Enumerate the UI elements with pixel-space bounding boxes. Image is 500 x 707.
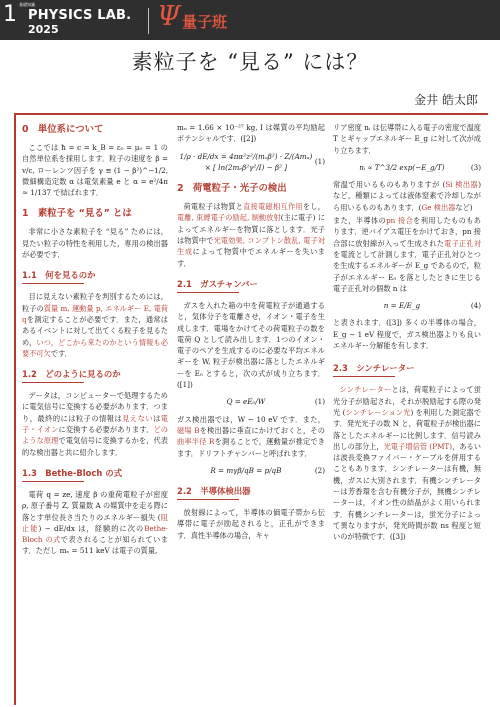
text-run: ) など，種類によっては液体窒素で冷却しながら用いるものもあります．( (333, 180, 481, 212)
section-2-3-heading: 2.3 シンチレーター (333, 363, 415, 374)
equation-lhs: 1/ρ · dE/dx (179, 151, 219, 161)
text-run: に変換する必要があります． (58, 425, 154, 435)
heading-underline (22, 481, 84, 482)
highlight-text: シンチレーター (339, 385, 392, 395)
highlight-text: 光電子増倍管 (PMT) (383, 441, 453, 451)
equation-number: (1) (314, 397, 325, 407)
text-run: ガス検出器では，W ∼ 10 eV です． (177, 414, 303, 424)
equation-rhs: = 4πα²z²/(mₑβ²) · Z/(Amᵤ) × [ ln(2mₑβ²γ²/I) − β² ] (204, 151, 313, 172)
text-run: 常温で用いるものもありますが ( (333, 180, 446, 190)
highlight-text: Si 検出器 (445, 180, 479, 190)
text-run: で表されることが知られています．ただし mₑ = 511 keV は電子の質量, (22, 535, 168, 556)
text-run: また， (302, 414, 325, 424)
section-1-text: 非常に小さな素粒子を “見る” ためには，見たい粒子の特性を利用した，専用の検出器が必要です． (22, 227, 168, 260)
section-2-text (177, 201, 325, 269)
equation-number: (3) (470, 162, 481, 172)
section-2-2-text: 放射線によって，半導体の価電子帯から伝導帯に電子が励起されると，正孔ができます．真性半導体の場合，キャ (177, 508, 325, 540)
text-run: を測定することが必要です．また，通常はあるイベントに対して出てくる粒子を見るため， (22, 314, 168, 347)
text-run: を検出器に垂直にかけておくと，その (199, 425, 325, 435)
highlight-text: 電離, 束縛電子の励起, 制動放射 (177, 213, 281, 223)
section-1-2-heading: 1.2 どのように見るのか (22, 369, 121, 380)
equation-4 (333, 162, 481, 173)
equation-3 (177, 465, 325, 476)
text-run: ) を利用した測定器です．発光光子の数 N と，荷電粒子が検出器に落としたエネルギーに比例します．信号読み出しの部分上， (333, 407, 482, 451)
section-1-1-text (22, 291, 168, 359)
text-run: など) (455, 202, 473, 212)
text-run: また，半導体の (333, 216, 387, 226)
section-0-text: ここでは ħ = c = k_B = ε₀ = μ₀ = 1 の自然単位系を採用します．粒子の速度を β = v/c, ローレンツ因子を γ ≡ (1 − β²)^−1/2, 微細構造定数 α は電気素量 e と α = e²/4π ≃ 1/137 で結ばれます． (22, 143, 168, 198)
text-run: 電荷 q = ze, 速度 β の重荷電粒子が密度 ρ, 原子番号 Z, 質量数 A の媒質中を走る際に落とす単位長さ当たりのエネルギー損失 ( (22, 489, 168, 522)
text-run: を測ることで，運動量が推定できます．ドリフトチャンバーと呼ばれます． (177, 437, 325, 458)
text-run: を利用したものもあります．逆バイアス電圧をかけておき，pn 接合部に放射線が入って生成された (333, 216, 481, 248)
detector-types-text (333, 179, 481, 213)
text-run: ) − dE/dx は，経験的に次の (38, 523, 145, 533)
text-run: は (153, 413, 161, 423)
section-2-1-heading: 2.1 ガスチャンバー (177, 278, 258, 289)
text-run: を電流として計測します．電子正孔対ひとつを生成するエネルギーが E_g であるので，粒子がエネルギー E₀ を落としたときに生じる電子正孔対の個数 n は (333, 249, 481, 293)
highlight-text: 質量 m, 運動量 p, エネルギー E, 電荷 q (22, 303, 168, 324)
equation-5 (333, 300, 481, 311)
column-2 (177, 122, 325, 543)
highlight-text: 電子正孔対 (444, 238, 481, 248)
section-2-heading: 2 荷電粒子・光子の検出 (177, 183, 287, 195)
psi-logo-icon: Ψ (157, 1, 181, 32)
author-name: 金井 皓太郎 (414, 93, 478, 107)
heading-underline (177, 499, 239, 500)
section-2-1-text: ガスを入れた箱の中を荷電粒子が通過すると，気体分子を電離させ，イオン・電子を生成します．電場をかけてその荷電粒子の数を電荷 Q として読み出します．1つのイオン・電子のペアを生成するのに必要な平均エネルギーを W, 粒子が検出器に落としたエネルギーを E₀ とすると，次の式が成り立ちます．([1]) (177, 300, 325, 390)
highlight-text: 電子・イオン (22, 413, 168, 435)
column-3 (333, 122, 481, 545)
page-number: 1 (3, 2, 17, 27)
highlight-text: いつ，どこから来たのかという情報も必要不可欠 (22, 337, 168, 358)
text-run: (主に電子) によってエネルギーを物質に落とします．光子は物質中で (177, 213, 326, 246)
highlight-text: 曲率半径 R (177, 437, 215, 447)
pn-junction-text (333, 215, 481, 294)
equation-2 (177, 396, 325, 407)
highlight-text: pn 接合 (386, 216, 414, 226)
equation-body: n = E/E_g (383, 301, 421, 311)
equation-number: (2) (314, 465, 325, 475)
equation-body: Q = eE₀/W (226, 397, 266, 407)
section-1-3-heading: 1.3 Bethe-Bloch の式 (22, 467, 122, 478)
heading-underline (22, 382, 84, 383)
text-run: 荷電粒子は物質と (183, 202, 244, 212)
text-run: 目に見えない素粒子を判別するためには，粒子の (22, 292, 168, 313)
bethe-bloch-notes: mᵤ = 1.66 × 10⁻²⁷ kg, I は媒質の平均励起ポテンシャルです．([2]) (177, 123, 325, 144)
heading-underline (22, 283, 84, 284)
equation-body: R = mγβ/qB = p/qB (210, 465, 282, 475)
text-run: で電気信号に変換するかを，代表的な検出器と共に紹介します． (22, 436, 168, 457)
highlight-text: 磁場 B (177, 425, 200, 435)
equation-number: (4) (470, 301, 481, 311)
resolution-text: と表されます．([3]) 多くの半導体の場合，E_g ∼ 1 eV 程度で，ガス検出器よりも良いエネルギー分解能を有します． (333, 318, 481, 351)
text-run: によって物質中でエネルギーを失います． (177, 247, 325, 268)
text-run: です． (50, 348, 72, 358)
equation-body: nᵢ ∝ T^3/2 exp(−E_g/T) (359, 162, 445, 172)
lab-title: PHYSICS LAB. (28, 8, 132, 23)
section-2-3-text (333, 384, 481, 542)
highlight-text: 光電効果, コンプトン散乱, 電子対生成 (177, 236, 325, 257)
text-run: ，あるいは波長変換ファイバー・ケーブルを併用することもあります．シンチレーターは有機，無機，ガスに大別されます．有機シンチレーターは芳香環を含む有機分子が，無機シンチレーターは，イオン性の結晶がよく用いられます．有機シンチレーターは，蛍光分子によって異なりますが，発光時間が数 ns 程度と短いのが特徴です．([3]) (333, 441, 481, 542)
section-tag: 基礎知識 (19, 2, 35, 7)
highlight-text: 直接電磁相互作用 (243, 202, 303, 212)
highlight-text: どのような原理 (22, 425, 168, 446)
highlight-text: シンチレーション光 (345, 407, 411, 417)
section-1-heading: 1 素粒子を “見る” とは (22, 208, 132, 220)
lab-year: 2025 (28, 23, 59, 36)
header-divider (148, 8, 149, 34)
equation-body (177, 151, 315, 174)
section-2-2-heading: 2.2 半導体検出器 (177, 486, 251, 497)
highlight-text: 見えない (122, 413, 154, 423)
page-title: 素粒子を “見る” には？ (131, 50, 369, 74)
section-1-3-text (22, 489, 168, 557)
equation-number: (1) (314, 157, 325, 167)
section-0-heading: 0 単位系について (22, 124, 104, 135)
heading-underline (333, 376, 395, 377)
section-2-1-text-2 (177, 414, 325, 459)
highlight-text: Ge 検出器 (421, 202, 456, 212)
text-run: データは，コンピューターで処理するために電気信号に変換する必要があります．つまり，最終的には粒子の情報は (22, 391, 168, 423)
highlight-text: 阻止能 (22, 512, 168, 533)
header-band (0, 0, 500, 40)
highlight-text: Bethe-Bloch の式 (22, 523, 168, 545)
carrier-density-text: リア密度 nᵢ は伝導帯に入る電子の密度で温度 T とギャップエネルギー E_g に対して次が成り立ちます． (333, 123, 481, 155)
equation-1 (177, 151, 325, 174)
section-1-2-text (22, 390, 168, 458)
team-name: 量子班 (182, 13, 228, 31)
heading-underline (177, 292, 239, 293)
section-1-1-heading: 1.1 何を見るのか (22, 270, 96, 281)
text-run: とは，荷電粒子によって蛍光分子が励起され，それが脱励起する際の発光 ( (333, 385, 481, 417)
column-1 (22, 122, 168, 559)
text-run: をし， (302, 202, 325, 212)
